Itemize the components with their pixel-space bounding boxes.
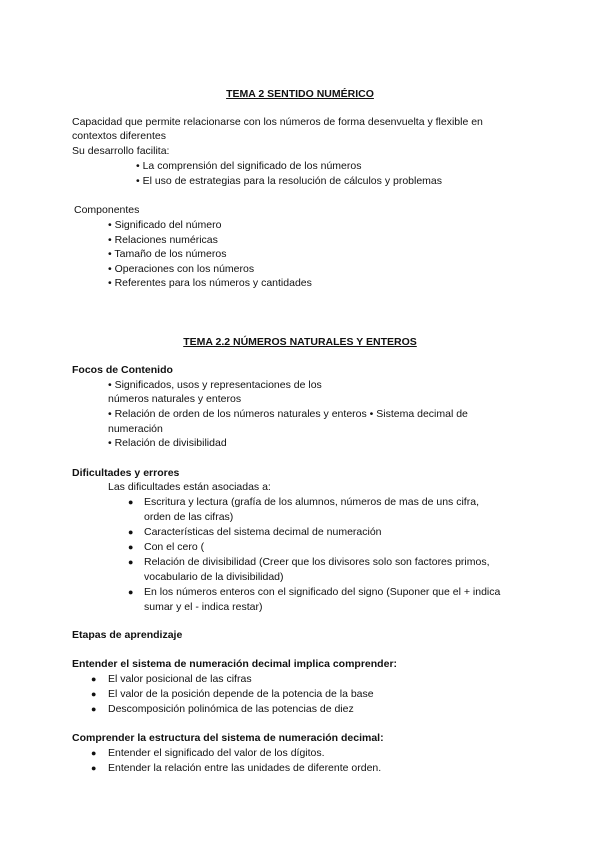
comprender-heading: Comprender la estructura del sistema de numeración decimal: <box>72 732 384 744</box>
dificultades-intro: Las dificultades están asociadas a: <box>108 481 271 493</box>
comprender-item: Entender el significado del valor de los dígitos. <box>108 747 325 759</box>
bullet-dot: ● <box>91 689 97 699</box>
facilita-label: Su desarrollo facilita: <box>72 145 170 157</box>
focos-line: numeración <box>108 423 163 435</box>
bullet-dot: ● <box>91 763 97 773</box>
etapas-heading: Etapas de aprendizaje <box>72 629 183 641</box>
focos-heading: Focos de Contenido <box>72 364 173 376</box>
comprender-item: Entender la relación entre las unidades de diferente orden. <box>108 762 382 774</box>
entender-heading: Entender el sistema de numeración decimal implica comprender: <box>72 658 398 670</box>
focos-line: • Significados, usos y representaciones de los <box>108 379 322 391</box>
entender-item: Descomposición polinómica de las potencias de diez <box>108 703 354 715</box>
tema22-title: TEMA 2.2 NÚMEROS NATURALES Y ENTEROS <box>183 336 417 348</box>
dificultades-line: Escritura y lectura (grafía de los alumnos, números de mas de uns cifra, <box>144 496 479 508</box>
dificultades-line: vocabulario de la divisibilidad) <box>144 571 284 583</box>
componentes-label: Componentes <box>74 204 140 216</box>
dificultades-line: Características del sistema decimal de numeración <box>144 526 382 538</box>
facilita-item: • El uso de estrategias para la resolución de cálculos y problemas <box>136 175 443 187</box>
bullet-dot: ● <box>91 674 97 684</box>
entender-item: El valor de la posición depende de la potencia de la base <box>108 688 374 700</box>
bullet-dot: ● <box>91 704 97 714</box>
intro-line-1: Capacidad que permite relacionarse con los números de forma desenvuelta y flexible en <box>72 116 483 128</box>
componentes-item: • Significado del número <box>108 219 222 231</box>
componentes-item: • Operaciones con los números <box>108 263 255 275</box>
intro-line-2: contextos diferentes <box>72 130 166 142</box>
dificultades-line: Relación de divisibilidad (Creer que los divisores solo son factores primos, <box>144 556 490 568</box>
componentes-item: • Tamaño de los números <box>108 248 227 260</box>
facilita-item: • La comprensión del significado de los números <box>136 160 362 172</box>
bullet-dot: ● <box>128 557 134 567</box>
bullet-dot: ● <box>128 587 134 597</box>
dificultades-line: En los números enteros con el significado del signo (Suponer que el + indica <box>144 586 501 598</box>
focos-line: • Relación de divisibilidad <box>108 437 227 449</box>
dificultades-line: Con el cero ( <box>144 541 205 553</box>
dificultades-line: orden de las cifras) <box>144 511 234 523</box>
componentes-item: • Relaciones numéricas <box>108 234 218 246</box>
entender-item: El valor posicional de las cifras <box>108 673 252 685</box>
tema2-title: TEMA 2 SENTIDO NUMÉRICO <box>226 88 374 100</box>
bullet-dot: ● <box>128 542 134 552</box>
componentes-item: • Referentes para los números y cantidades <box>108 277 312 289</box>
focos-line: • Relación de orden de los números naturales y enteros • Sistema decimal de <box>108 408 468 420</box>
bullet-dot: ● <box>128 497 134 507</box>
dificultades-heading: Dificultades y errores <box>72 467 180 479</box>
bullet-dot: ● <box>128 527 134 537</box>
dificultades-line: sumar y el - indica restar) <box>144 601 263 613</box>
bullet-dot: ● <box>91 748 97 758</box>
focos-line: números naturales y enteros <box>108 393 242 405</box>
